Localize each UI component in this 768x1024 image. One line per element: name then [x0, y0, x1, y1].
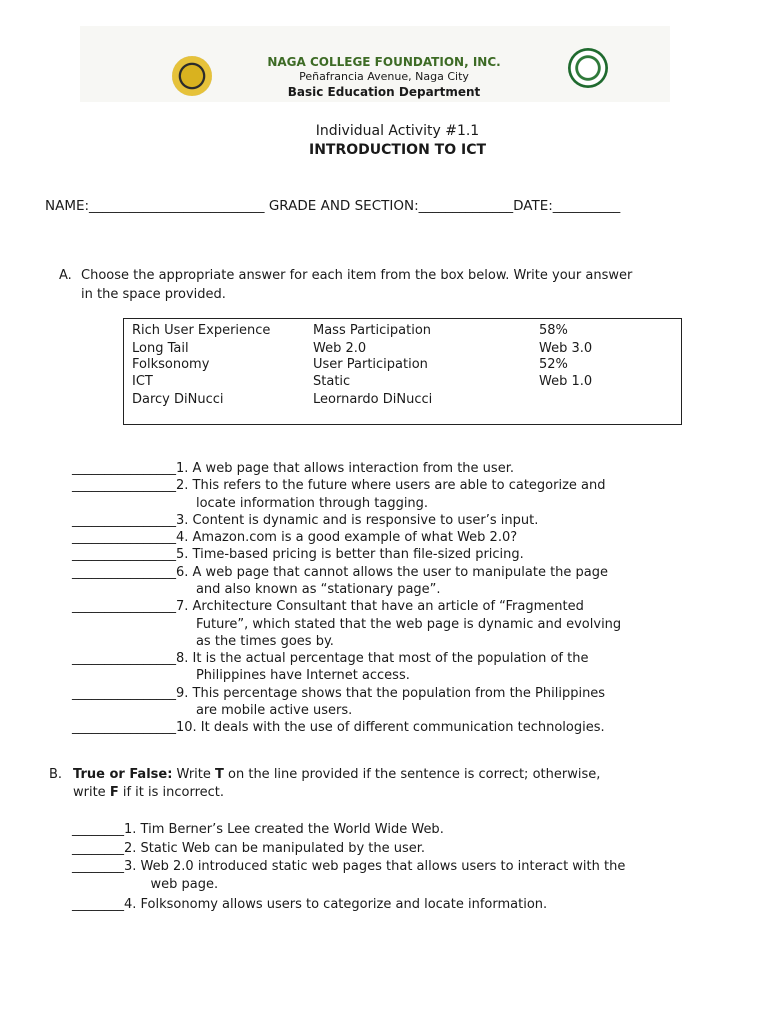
- item-line: ________________6. A web page that cannot allows the user to manipulate the page: [72, 565, 609, 580]
- item-line: as the times goes by.: [72, 634, 334, 649]
- choice-item: Long Tail: [132, 341, 189, 356]
- item-line: ________________3. Content is dynamic and is responsive to user’s input.: [72, 513, 539, 528]
- item-line: ________________1. A web page that allows interaction from the user.: [72, 461, 514, 476]
- choice-item: Rich User Experience: [132, 323, 271, 338]
- item-line: Future”, which stated that the web page is dynamic and evolving: [72, 617, 622, 632]
- choice-item: Mass Participation: [313, 323, 432, 338]
- choice-item: Darcy DiNucci: [132, 392, 224, 407]
- item-line: ________________9. This percentage shows that the population from the Philippines: [72, 686, 606, 701]
- choice-item: Web 1.0: [539, 374, 593, 389]
- instruction-text: on the line provided if the sentence is correct; otherwise,: [223, 767, 601, 782]
- item-line: ________________7. Architecture Consultant that have an article of “Fragmented: [72, 599, 584, 614]
- school-name: NAGA COLLEGE FOUNDATION, INC.: [267, 55, 501, 69]
- choice-item: Static: [313, 374, 351, 389]
- choice-item: Folksonomy: [132, 357, 210, 372]
- item-line: ________________5. Time-based pricing is better than file-sized pricing.: [72, 547, 524, 562]
- student-info-fields: NAME:__________________________ GRADE AND SECTION:______________DATE:__________: [45, 198, 621, 214]
- item-line: ________________2. This refers to the future where users are able to categorize and: [72, 478, 606, 493]
- section-a-letter: A.: [59, 268, 72, 283]
- true-letter: T: [215, 767, 224, 782]
- tf-item-line: web page.: [72, 877, 219, 892]
- choice-item: Web 3.0: [539, 341, 593, 356]
- section-a-instruction-2: in the space provided.: [81, 287, 226, 302]
- item-line: ________________10. It deals with the use of different communication technologies.: [72, 720, 605, 735]
- choice-item: Web 2.0: [313, 341, 367, 356]
- section-b-instruction-2: [73, 785, 224, 800]
- choice-item: Leornardo DiNucci: [313, 392, 433, 407]
- choice-item: 52%: [539, 357, 568, 372]
- school-address: Peñafrancia Avenue, Naga City: [299, 70, 469, 83]
- instruction-text: write: [73, 785, 110, 800]
- section-b-letter: B.: [49, 767, 63, 782]
- instruction-text: Write: [172, 767, 216, 782]
- activity-title: INTRODUCTION TO ICT: [308, 142, 487, 158]
- tf-item-line: ________2. Static Web can be manipulated by the user.: [72, 841, 426, 856]
- instruction-text: if it is incorrect.: [118, 785, 225, 800]
- item-line: and also known as “stationary page”.: [72, 582, 441, 597]
- false-letter: F: [109, 785, 119, 800]
- section-b-instruction-1: [73, 767, 600, 782]
- choice-item: ICT: [132, 374, 153, 389]
- item-line: are mobile active users.: [72, 703, 353, 718]
- section-a-instruction-1: Choose the appropriate answer for each item from the box below. Write your answer: [81, 268, 633, 283]
- activity-label: Individual Activity #1.1: [315, 123, 480, 139]
- item-line: ________________8. It is the actual percentage that most of the population of the: [72, 651, 589, 666]
- item-line: Philippines have Internet access.: [72, 668, 410, 683]
- tf-item-line: ________3. Web 2.0 introduced static web pages that allows users to interact with the: [72, 859, 626, 874]
- tf-item-line: ________1. Tim Berner’s Lee created the World Wide Web.: [72, 822, 444, 837]
- true-false-label: True or False:: [73, 767, 173, 782]
- choice-item: 58%: [539, 323, 568, 338]
- school-department: Basic Education Department: [287, 85, 481, 99]
- item-line: locate information through tagging.: [72, 496, 429, 511]
- tf-item-line: ________4. Folksonomy allows users to categorize and locate information.: [72, 897, 548, 912]
- choice-item: User Participation: [313, 357, 428, 372]
- item-line: ________________4. Amazon.com is a good example of what Web 2.0?: [72, 530, 518, 545]
